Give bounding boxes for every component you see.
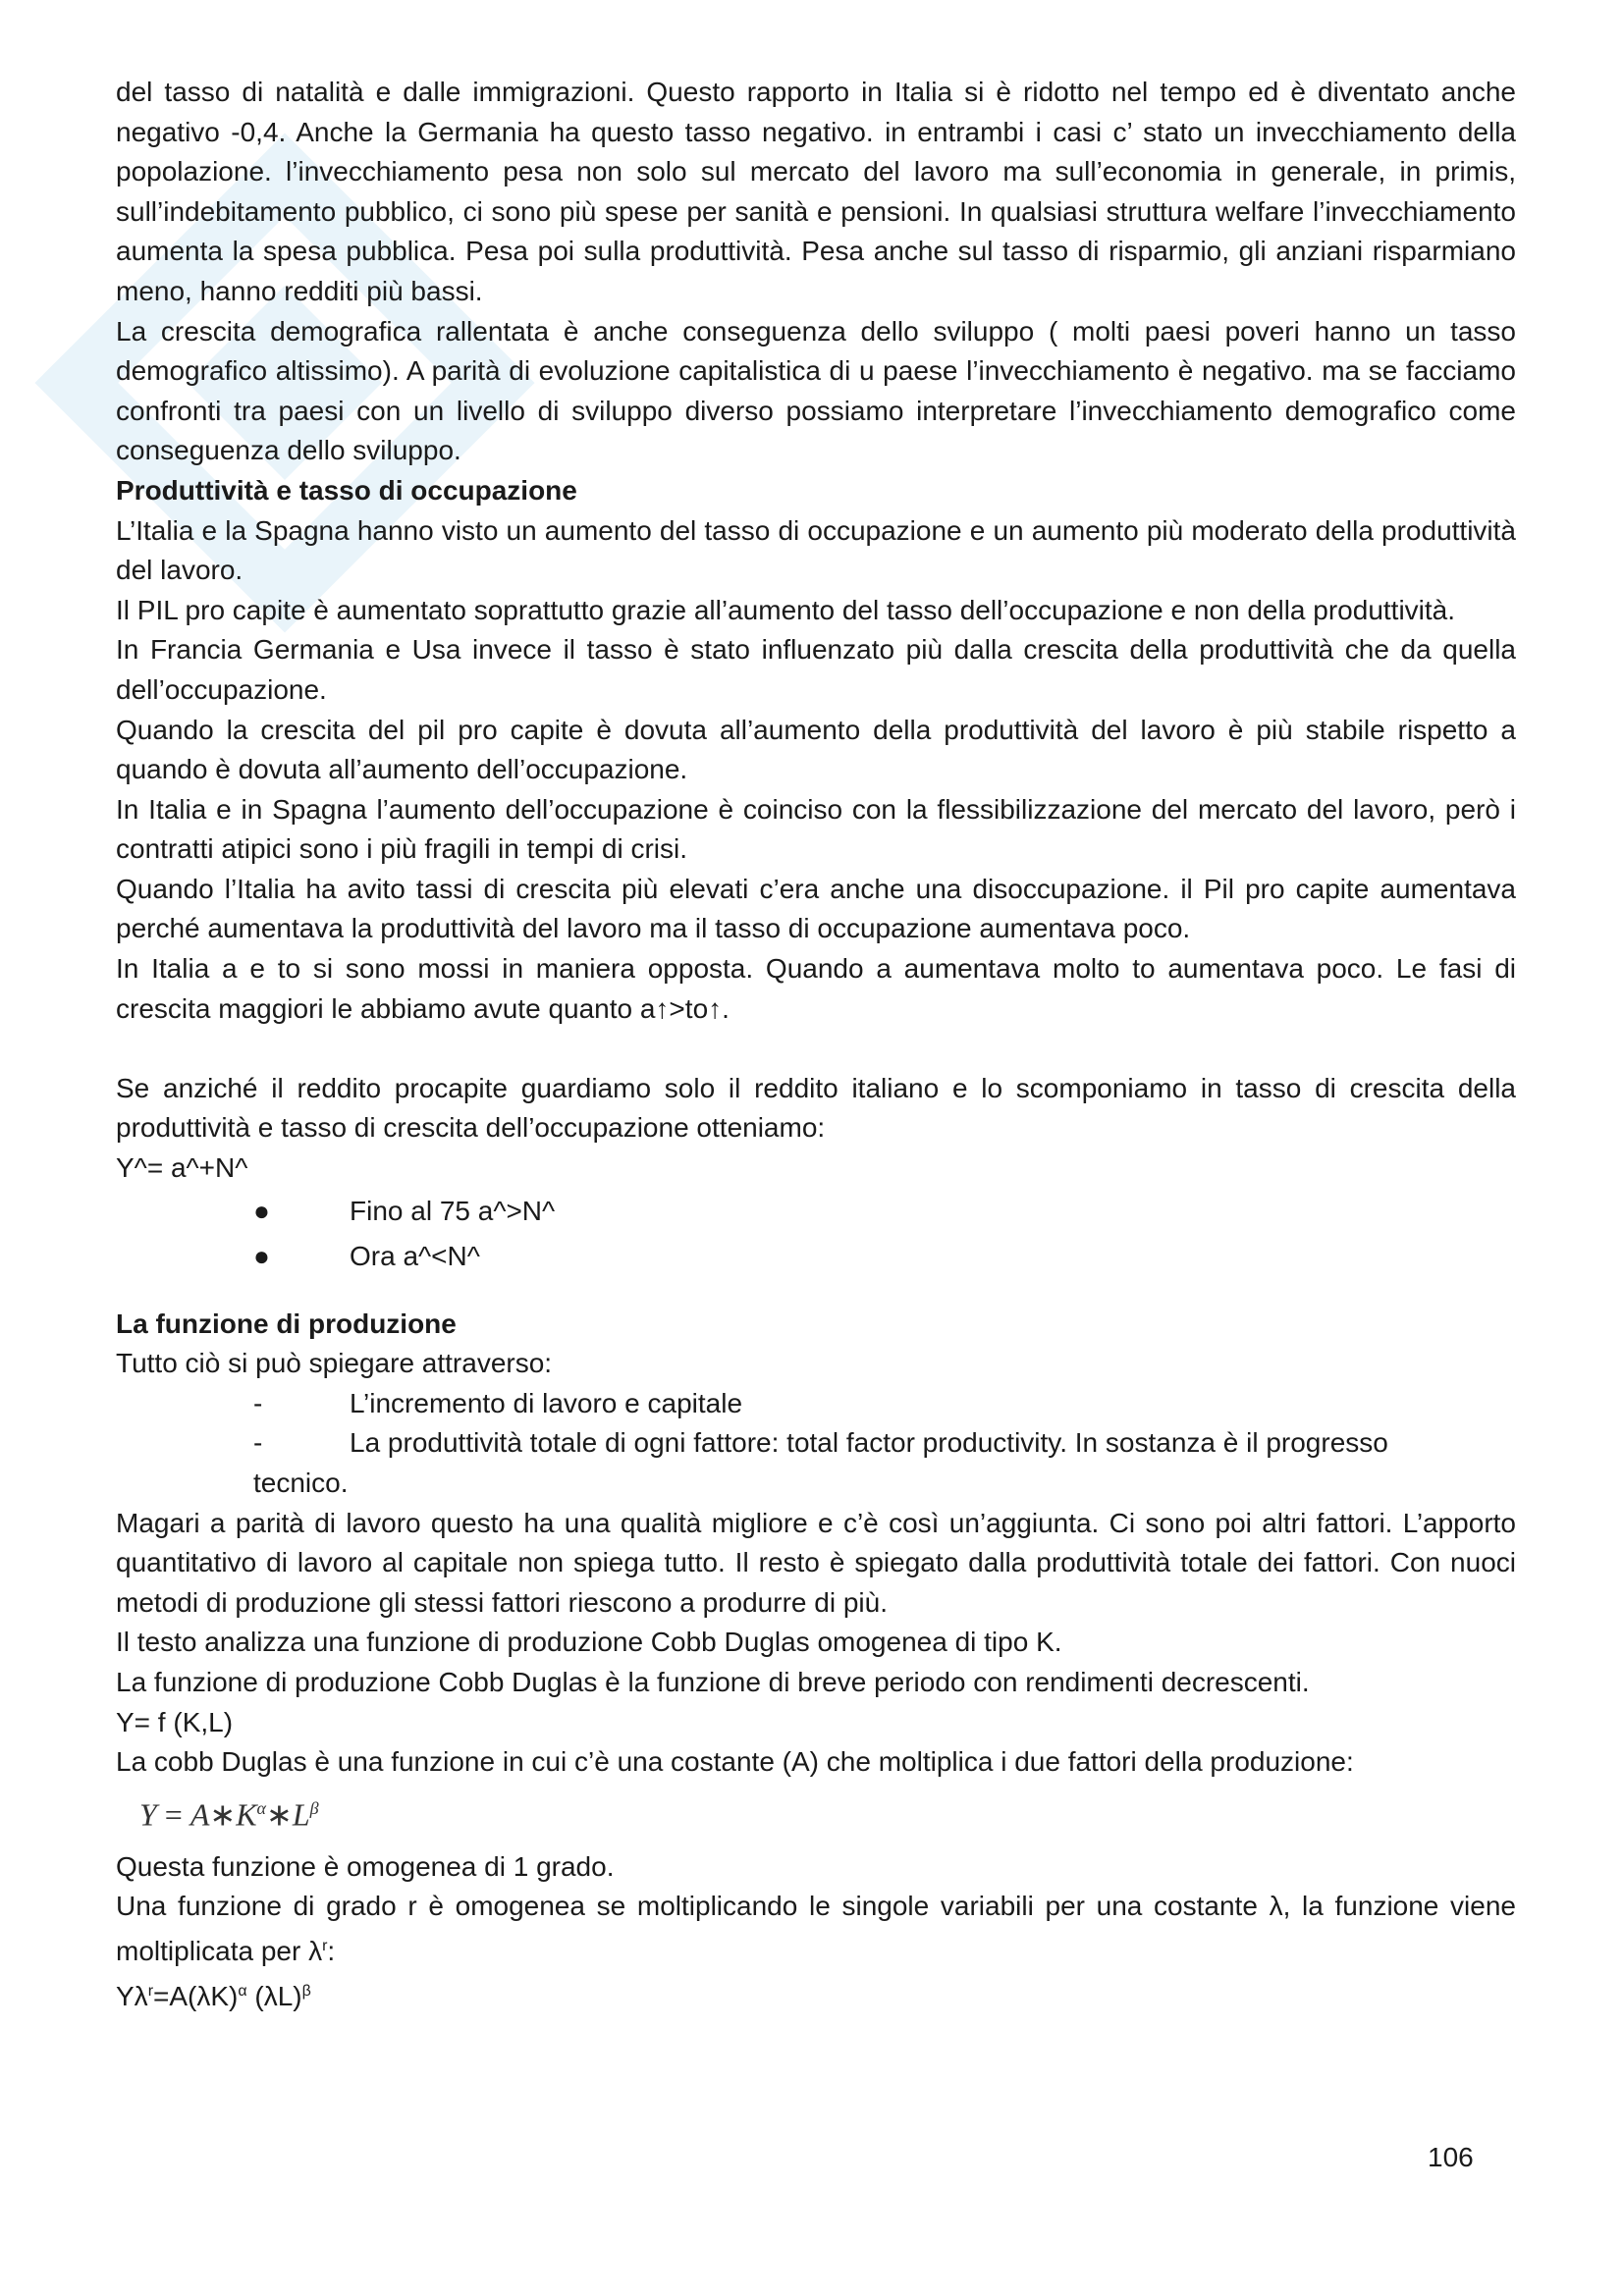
dash-marker: - [253,1427,263,1459]
paragraph: La crescita demografica rallentata è anche conseguenza dello sviluppo ( molti paesi poveri hanno un tasso demografico altissimo). A parità di evoluzione capitalistica di u paese l’invecchiamento è negativo. ma se facciamo confronti tra paesi con un livello di sviluppo diverso possiamo interpretare l’invecchiamento demografico come conseguenza dello sviluppo. [116,315,1516,466]
list-item-text: Fino al 75 a^>N^ [350,1195,556,1226]
paragraph: Tutto ciò si può spiegare attraverso: [116,1348,553,1379]
paragraph: del tasso di natalità e dalle immigrazioni. Questo rapporto in Italia si è ridotto nel tempo ed è diventato anche negativo -0,4. Anche la Germania ha questo tasso negativo. in entrambi i casi c’ stato un invecchiamento della popolazione. l’invecchiamento pesa non solo sul mercato del lavoro ma sull’economia in generale, in primis, sull’indebitamento pubblico, ci sono più spese per sanità e pensioni. In qualsiasi struttura welfare l’invecchiamento aumenta la spesa pubblica. Pesa poi sulla produttività. Pesa anche sul tasso di risparmio, gli anziani risparmiano meno, hanno redditi più bassi. [116,77,1516,306]
list-item [116,1384,1516,1424]
paragraph: In Italia a e to si sono mossi in maniera opposta. Quando a aumentava molto to aumentava poco. Le fasi di crescita maggiori le abbiamo avute quanto a↑>to↑. [116,953,1516,1024]
list-item [116,1423,1516,1503]
cobb-douglas-formula: $Y = A∗K^\alpha∗L^\beta$ [139,1796,319,1833]
paragraph: In Italia e in Spagna l’aumento dell’occupazione è coinciso con la flessibilizzazione del mercato del lavoro, però i contratti atipici sono i più fragili in tempi di crisi. [116,793,1516,865]
section-heading: Produttività e tasso di occupazione [116,474,577,506]
list-item [116,1189,1516,1234]
list-item-continuation: tecnico. [253,1468,349,1498]
bullet-icon: ● [253,1195,270,1226]
list-item-text: La produttività totale di ogni fattore: total factor productivity. In sostanza è il progresso [350,1427,1388,1459]
paragraph: Il PIL pro capite è aumentato soprattutto grazie all’aumento del tasso dell’occupazione e non della produttività. [116,594,1456,625]
paragraph: Quando la crescita del pil pro capite è dovuta all’aumento della produttività del lavoro è più stabile rispetto a quando è dovuta all’aumento dell’occupazione. [116,714,1516,785]
paragraph: L’Italia e la Spagna hanno visto un aumento del tasso di occupazione e un aumento più moderato della produttività del lavoro. [116,514,1516,586]
paragraph: Quando l’Italia ha avito tassi di crescita più elevati c’era anche una disoccupazione. il Pil pro capite aumentava perché aumentava la produttività del lavoro ma il tasso di occupazione aumentava poco. [116,873,1516,944]
paragraph: La cobb Duglas è una funzione in cui c’è una costante (A) che moltiplica i due fattori della produzione: [116,1746,1354,1778]
equation: Y^= a^+N^ [116,1152,248,1184]
paragraph: Il testo analizza una funzione di produzione Cobb Duglas omogenea di tipo K. [116,1627,1062,1658]
list-item [116,1234,1516,1279]
bullet-icon: ● [253,1240,270,1271]
page-number: 106 [1428,2142,1474,2172]
paragraph: La funzione di produzione Cobb Duglas è la funzione di breve periodo con rendimenti decrescenti. [116,1666,1310,1697]
equation: $Y\lambda^r=A(\lambda K)^\alpha$ $(\lambda L)^\beta$ [116,1980,311,2011]
section-heading: La funzione di produzione [116,1308,457,1339]
paragraph: Una funzione di grado r è omogenea se moltiplicando le singole variabili per una costante λ, la funzione viene moltiplicata per $\lambda^r$: [116,1891,1516,1966]
list-item-text: Ora a^<N^ [350,1240,480,1271]
list-item-text: L’incremento di lavoro e capitale [350,1387,743,1418]
paragraph: Questa funzione è omogenea di 1 grado. [116,1850,615,1882]
paragraph: In Francia Germania e Usa invece il tasso è stato influenzato più dalla crescita della produttività che da quella dell’occupazione. [116,634,1516,705]
paragraph: Magari a parità di lavoro questo ha una qualità migliore e c’è così un’aggiunta. Ci sono poi altri fattori. L’apporto quantitativo di lavoro al capitale non spiega tutto. Il resto è spiegato dalla produttività totale dei fattori. Con nuoci metodi di produzione gli stessi fattori riescono a produrre di più. [116,1507,1516,1618]
equation: Y= f (K,L) [116,1706,234,1737]
paragraph: Se anziché il reddito procapite guardiamo solo il reddito italiano e lo scomponiamo in tasso di crescita della produttività e tasso di crescita dell’occupazione otteniamo: [116,1072,1516,1144]
dash-marker: - [253,1387,263,1418]
document-page [116,73,1516,2016]
